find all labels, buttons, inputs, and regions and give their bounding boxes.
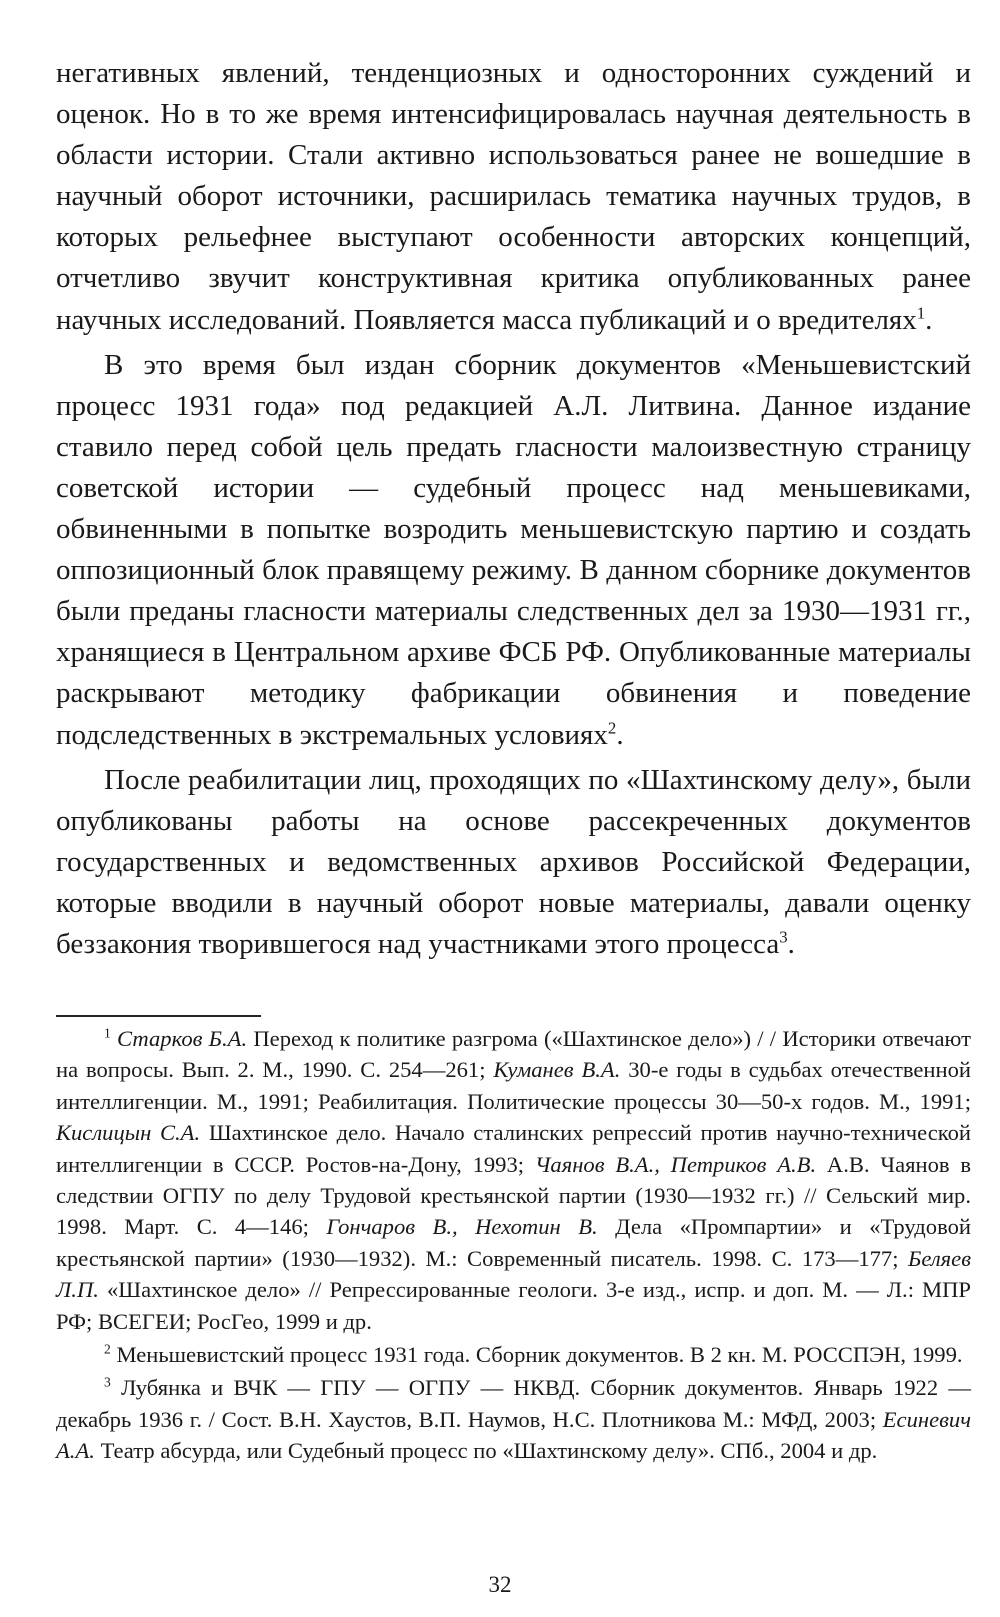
footnote-marker: 2 (104, 1341, 111, 1357)
footnote-ref-3[interactable]: 3 (779, 927, 788, 947)
author: Старков Б.А. (117, 1026, 248, 1051)
author: Кислицын С.А. (56, 1120, 201, 1146)
footnotes (56, 1023, 971, 1469)
paragraph-2: В это время был издан сборник документов «Меньшевистский процесс 1931 года» под редакцией А.Л. Литвина. Данное издание ставило перед собой цель предать гласности малоизвестную страницу советской истории — судебный процесс над меньшевиками, обвиненными в попытке возродить меньшевистскую партию и создать оппозиционный блок правящему режиму. В данном сборнике документов были преданы гласности материалы следственных дел за 1930—1931 гг., хранящиеся в Центральном архиве ФСБ РФ. Опубликованные материалы раскрывают методику фабрикации обвинения и поведение подследственных в экстремальных условиях$^2$. (56, 348, 971, 751)
footnote-1: $^1$ Старков Б.А. Переход к политике разгрома («Шахтинское дело») / / Историки отвечают на вопросы. Вып. 2. М., 1990. С. 254—261; Куманев В.А. 30-е годы в судьбах отечественной интеллигенции. М., 1991; Реабилитация. Политические процессы 30—50-х годов. М., 1991; Кислицын С.А. Шахтинское дело. Начало сталинских репрессий против научно-технической интеллигенции в СССР. Ростов-на-Дону, 1993; Чаянов В.А., Петриков А.В. А.В. Чаянов в следствии ОГПУ по делу Трудовой крестьянской партии (1930—1932 гг.) // Сельский мир. 1998. Март. С. 4—146; Гончаров В., Нехотин В. Дела «Промпартии» и «Трудовой крестьянской партии» (1930—1932). М.: Современный писатель. 1998. С. 173—177; Беляев Л.П. «Шахтинское дело» // Репрессированные геологи. 3-е изд., испр. и доп. М. — Л.: МПР РФ; ВСЕГЕИ; РосГео, 1999 и др. (56, 1025, 972, 1334)
paragraph-3: После реабилитации лиц, проходящих по «Шахтинскому делу», были опубликованы работы на основе рассекреченных документов государственных и ведомственных архивов Российской Федерации, которые вводили в научный оборот новые материалы, давали оценку беззакония творившегося над участниками этого процесса$^3$. (56, 763, 971, 960)
author: Куманев В.А. (493, 1057, 621, 1083)
footnote-marker: 3 (104, 1374, 111, 1390)
page-number: 32 (488, 1572, 512, 1597)
main-text (56, 53, 971, 965)
author: Беляев Л.П. (56, 1245, 972, 1303)
paragraph-1: негативных явлений, тенденциозных и односторонних суждений и оценок. Но в то же время интенсифицировалась научная деятельность в области истории. Стали активно использоваться ранее не вошедшие в научный оборот источники, расширилась тематика научных трудов, в которых рельефнее выступают особенности авторских концепций, отчетливо звучит конструктивная критика опубликованных ранее научных исследований. Появляется масса публикаций и о вредителях$^1$. (56, 57, 971, 336)
author: Гончаров В., Нехотин В. (326, 1214, 598, 1240)
footnote-3: $^3$ Лубянка и ВЧК — ГПУ — ОГПУ — НКВД. Сборник документов. Январь 1922 — декабрь 1936 г. / Сост. В.Н. Хаустов, В.П. Наумов, Н.С. Плотникова М.: МФД, 2003; Есиневич А.А. Театр абсурда, или Судебный процесс по «Шахтинскому делу». СПб., 2004 и др. (56, 1374, 971, 1464)
footnote-ref-2[interactable]: 2 (607, 717, 617, 737)
author: Есиневич А.А. (56, 1406, 971, 1464)
footnote-ref-1[interactable]: 1 (916, 302, 926, 322)
footnote-2: $^2$ Меньшевистский процесс 1931 года. Сборник документов. В 2 кн. М. РОССПЭН, 1999. (104, 1341, 963, 1368)
author: Чаянов В.А., Петриков А.В. (534, 1151, 817, 1177)
footnote-marker: 1 (104, 1025, 111, 1041)
footnote-divider (56, 1015, 261, 1017)
